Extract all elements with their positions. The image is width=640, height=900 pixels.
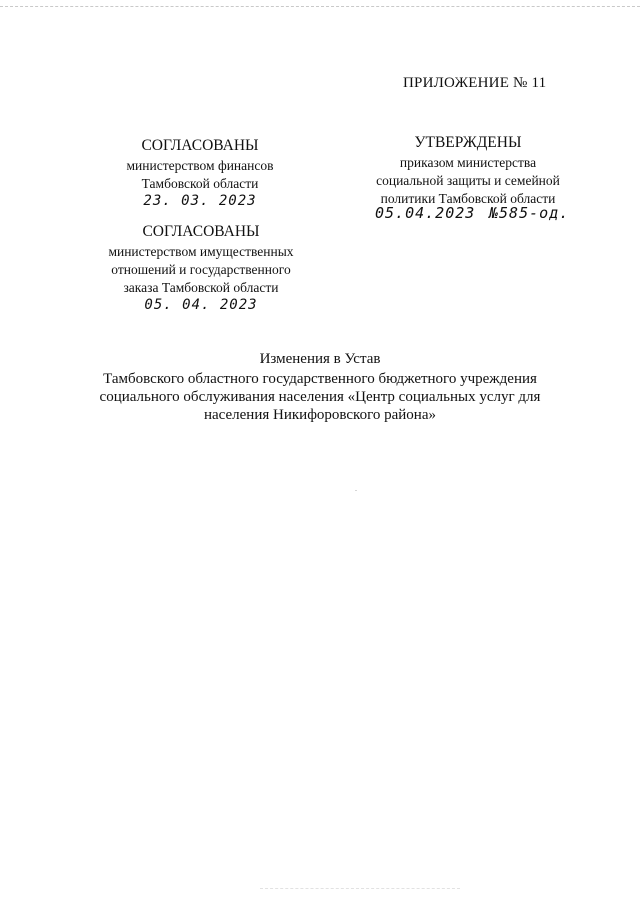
approval-line: отношений и государственного [111, 262, 291, 277]
document-title-line: населения Никифоровского района» [203, 407, 436, 423]
handwritten-order-reference [375, 205, 575, 225]
approval-line: Тамбовской области [141, 176, 259, 191]
appendix-label: ПРИЛОЖЕНИЕ № 11 [403, 75, 547, 91]
approval-block-property [70, 222, 332, 313]
approval-line: приказом министерства [399, 155, 537, 170]
approval-line: министерством финансов [126, 158, 274, 173]
handwritten-date: 05.04.2023 [375, 204, 476, 222]
approval-line: министерством имущественных [108, 244, 294, 259]
handwritten-date: 23. 03. 2023 [143, 193, 257, 209]
approval-line: заказа Тамбовской области [123, 280, 279, 295]
approval-heading: УТВЕРЖДЕНЫ [414, 134, 522, 151]
scan-speck [355, 490, 357, 491]
scan-edge-top [0, 6, 640, 9]
document-title-heading: Изменения в Устав [259, 351, 381, 367]
scan-edge-bottom [260, 888, 460, 890]
approval-line: социальной защиты и семейной [376, 173, 560, 188]
document-title-line: Тамбовского областного государственного бюджетного учреждения [103, 371, 537, 387]
approval-line: политики Тамбовской области [380, 191, 556, 206]
approval-heading: СОГЛАСОВАНЫ [142, 223, 260, 240]
handwritten-order-number: №585-од. [489, 204, 570, 222]
document-title [80, 350, 560, 424]
handwritten-date: 05. 04. 2023 [144, 297, 258, 313]
approval-block-finance [100, 136, 300, 209]
approval-block-ministry-order [352, 133, 584, 208]
approval-heading: СОГЛАСОВАНЫ [141, 137, 259, 154]
document-title-line: социального обслуживания населения «Центр социальных услуг для [99, 389, 541, 405]
